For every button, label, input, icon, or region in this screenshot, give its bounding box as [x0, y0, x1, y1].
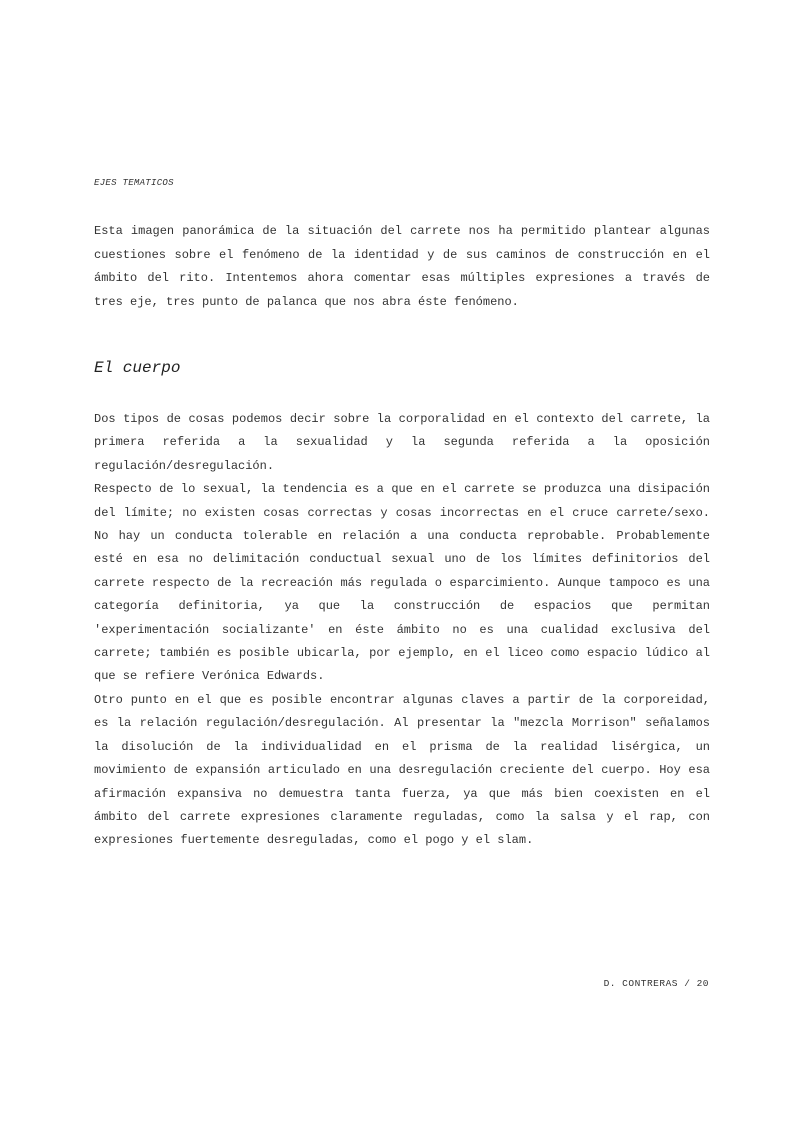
intro-paragraph: Esta imagen panorámica de la situación del carrete nos ha permitido plantear algunas cuestiones sobre el fenómeno de la identidad y de sus caminos de construcción en el ámbito del rito. Intentemos ahora comentar esas múltiples expresiones a través de tres eje, tres punto de palanca que nos abra éste fenómeno.: [94, 224, 710, 309]
paragraph: Otro punto en el que es posible encontrar algunas claves a partir de la corporeidad, es la relación regulación/desregulación. Al presentar la "mezcla Morrison" señalamos la disolución de la individualidad en el prisma de la realidad lisérgica, un movimiento de expansión articulado en una desregulación creciente del cuerpo. Hoy esa afirmación expansiva no demuestra tanta fuerza, ya que más bien coexisten en el ámbito del carrete expresiones claramente reguladas, como la salsa y el rap, con expresiones fuertemente desreguladas, como el pogo y el slam.: [94, 692, 710, 848]
body-text: [94, 408, 710, 853]
paragraph: Dos tipos de cosas podemos decir sobre la corporalidad en el contexto del carrete, la primera referida a la sexualidad y la segunda referida a la oposición regulación/desregulación.: [94, 412, 710, 473]
paragraph: Respecto de lo sexual, la tendencia es a que en el carrete se produzca una disipación del límite; no existen cosas correctas y cosas incorrectas en el cruce carrete/sexo. No hay un conducta tolerable en relación a una conducta reprobable. Probablemente esté en esa no delimitación conductual sexual uno de los límites definitorios del carrete respecto de la recreación más regulada o esparcimiento. Aunque tampoco es una categoría definitoria, ya que la construcción de espacios que permitan 'experimentación socializante' en éste ámbito no es una cualidad exclusiva del carrete; también es posible ubicarla, por ejemplo, en el liceo como espacio lúdico al que se refiere Verónica Edwards.: [94, 482, 710, 684]
page-footer: D. CONTRERAS / 20: [603, 978, 709, 989]
section-heading: El cuerpo: [94, 359, 181, 377]
section-label: EJES TEMATICOS: [94, 178, 174, 188]
